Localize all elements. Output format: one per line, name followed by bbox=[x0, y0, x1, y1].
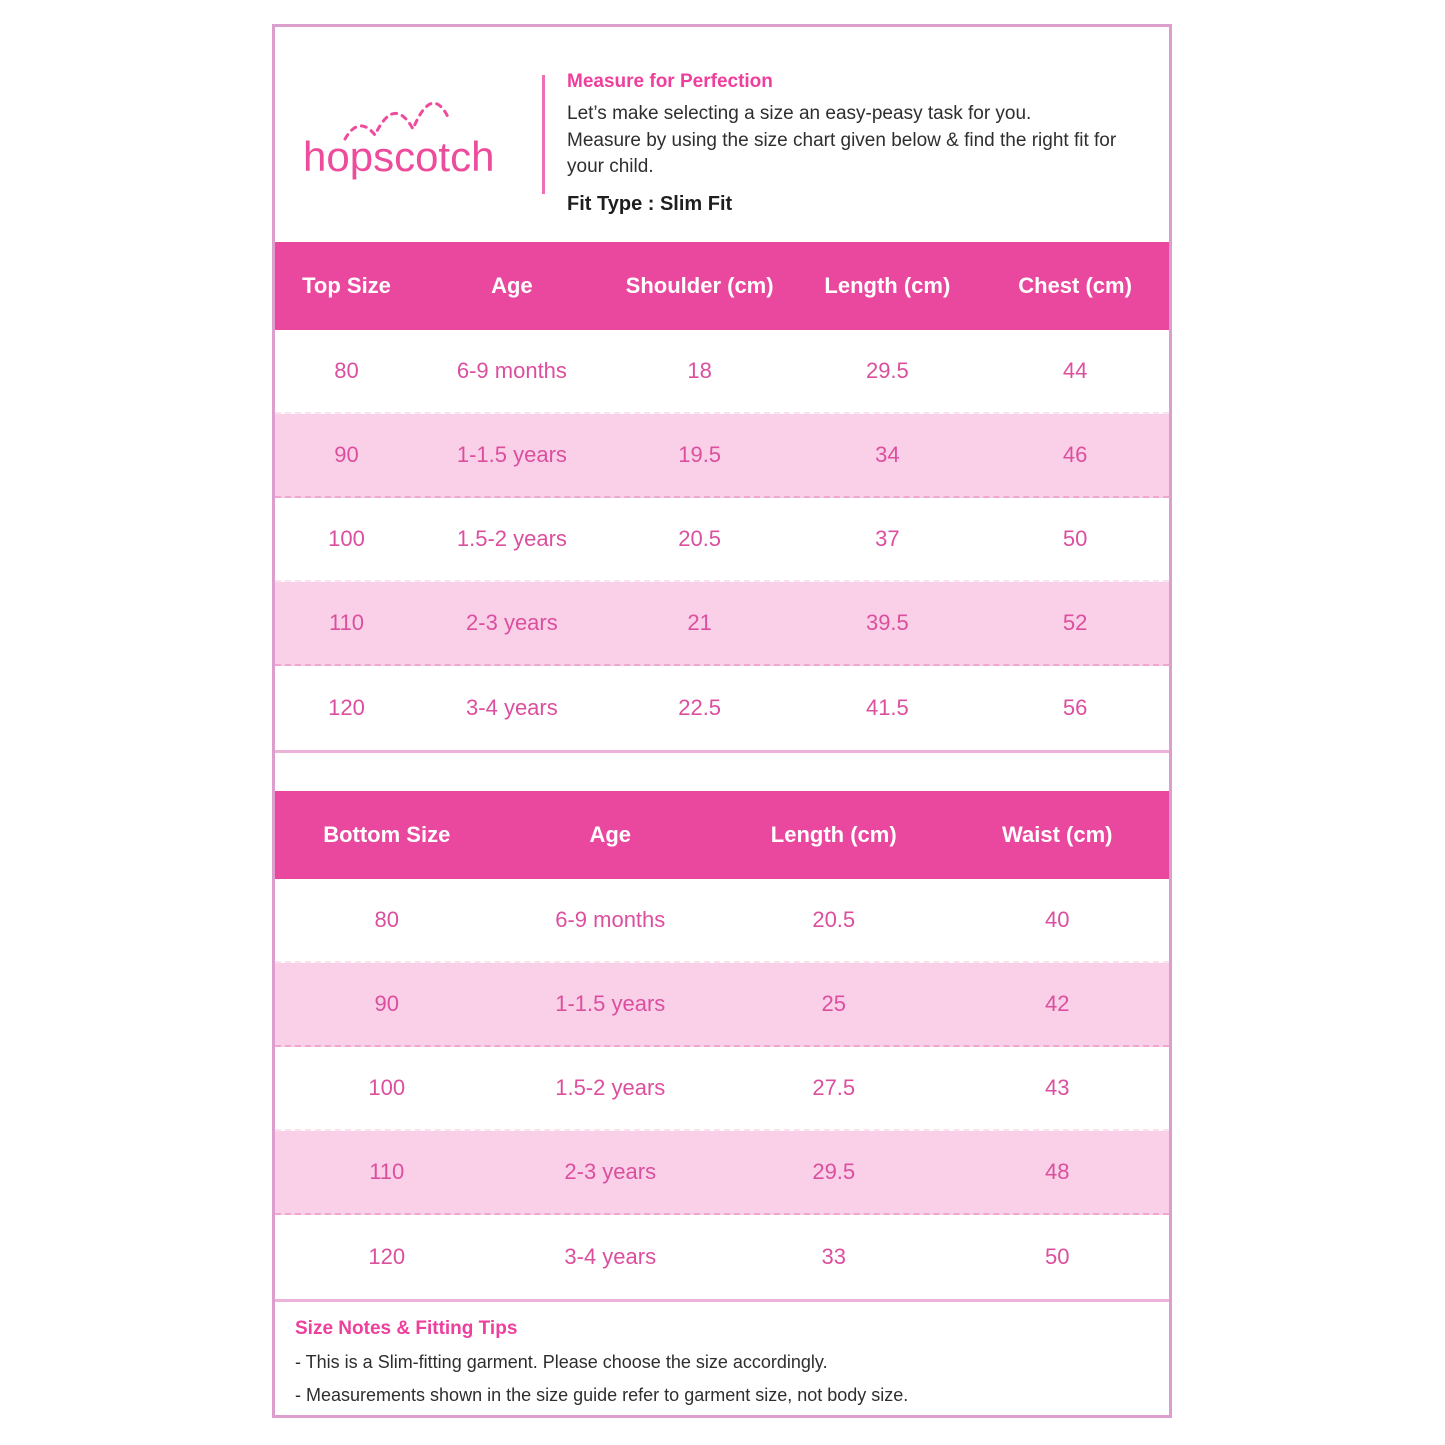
intro-block bbox=[545, 27, 1169, 242]
table-cell: 2-3 years bbox=[564, 1159, 657, 1184]
table-row bbox=[275, 414, 1169, 498]
table-cell: 120 bbox=[328, 695, 365, 720]
table-cell: 20.5 bbox=[678, 526, 722, 551]
table-cell: 41.5 bbox=[865, 695, 909, 720]
intro-line-1: Let’s make selecting a size an easy-peasy task for you. bbox=[567, 103, 1032, 124]
table-cell: 3-4 years bbox=[466, 695, 558, 720]
table-row bbox=[275, 666, 1169, 750]
table-cell: 42 bbox=[1045, 991, 1070, 1016]
table-cell: 6-9 months bbox=[555, 907, 666, 932]
table-cell: 110 bbox=[328, 610, 365, 635]
table-cell: 25 bbox=[821, 991, 846, 1016]
bottom-table-header-row bbox=[275, 791, 1169, 879]
table-cell: 29.5 bbox=[865, 358, 909, 383]
table-cell: 29.5 bbox=[812, 1159, 856, 1184]
table-cell: 80 bbox=[374, 907, 399, 932]
table-cell: 18 bbox=[687, 358, 712, 383]
table-cell: 21 bbox=[687, 610, 712, 635]
table-cell: 46 bbox=[1062, 442, 1088, 467]
table-cell: 50 bbox=[1045, 1244, 1070, 1269]
table-cell: 22.5 bbox=[678, 695, 722, 720]
section-divider bbox=[275, 750, 1169, 753]
table-row bbox=[275, 498, 1169, 582]
column-header: Shoulder (cm) bbox=[625, 273, 774, 298]
top-size-table bbox=[275, 242, 1169, 750]
table-cell: 120 bbox=[368, 1244, 406, 1269]
table-row bbox=[275, 1047, 1169, 1131]
table-cell: 39.5 bbox=[865, 610, 909, 635]
table-row bbox=[275, 879, 1169, 963]
table-cell: 27.5 bbox=[812, 1075, 856, 1100]
table-cell: 1.5-2 years bbox=[456, 526, 567, 551]
notes-title: Size Notes & Fitting Tips bbox=[295, 1318, 518, 1339]
table-cell: 80 bbox=[334, 358, 359, 383]
header-section bbox=[275, 27, 1169, 242]
table-cell: 40 bbox=[1045, 907, 1070, 932]
column-header: Age bbox=[589, 822, 632, 847]
table-cell: 6-9 months bbox=[456, 358, 567, 383]
intro-line-2: Measure by using the size chart given below & find the right fit for your child. bbox=[567, 129, 1117, 178]
note-item: - Measurements shown in the size guide refer to garment size, not body size. bbox=[295, 1385, 909, 1405]
column-header: Bottom Size bbox=[323, 822, 451, 847]
table-row bbox=[275, 1131, 1169, 1215]
table-cell: 48 bbox=[1045, 1159, 1070, 1184]
intro-title: Measure for Perfection bbox=[567, 71, 773, 92]
column-header: Chest (cm) bbox=[1018, 273, 1132, 298]
table-cell: 1-1.5 years bbox=[456, 442, 567, 467]
fit-type-label: Fit Type : Slim Fit bbox=[567, 192, 733, 215]
intro-text bbox=[567, 101, 1141, 181]
bottom-size-table bbox=[275, 791, 1169, 1299]
column-header: Waist (cm) bbox=[1002, 822, 1113, 847]
size-notes-section bbox=[275, 1299, 1169, 1406]
column-header: Length (cm) bbox=[770, 822, 897, 847]
table-cell: 1.5-2 years bbox=[555, 1075, 666, 1100]
table-row bbox=[275, 330, 1169, 414]
table-row bbox=[275, 963, 1169, 1047]
size-chart-card bbox=[272, 24, 1172, 1418]
table-cell: 37 bbox=[875, 526, 900, 551]
table-cell: 19.5 bbox=[678, 442, 722, 467]
table-cell: 20.5 bbox=[812, 907, 856, 932]
hopscotch-logo-icon bbox=[299, 87, 519, 183]
hopscotch-logo-text: hopscotch bbox=[302, 132, 494, 180]
hopscotch-logo bbox=[275, 27, 542, 242]
note-item: - This is a Slim-fitting garment. Please choose the size accordingly. bbox=[295, 1352, 828, 1372]
table-cell: 100 bbox=[368, 1075, 406, 1100]
table-cell: 90 bbox=[374, 991, 399, 1016]
table-cell: 110 bbox=[369, 1159, 405, 1184]
table-row bbox=[275, 582, 1169, 666]
table-cell: 3-4 years bbox=[564, 1244, 657, 1269]
column-header: Top Size bbox=[302, 273, 391, 298]
table-cell: 50 bbox=[1062, 526, 1088, 551]
column-header: Age bbox=[491, 273, 533, 298]
table-row bbox=[275, 1215, 1169, 1299]
table-cell: 100 bbox=[328, 526, 365, 551]
table-cell: 44 bbox=[1062, 358, 1088, 383]
table-cell: 33 bbox=[821, 1244, 846, 1269]
table-cell: 34 bbox=[875, 442, 900, 467]
table-cell: 56 bbox=[1062, 695, 1088, 720]
top-table-header-row bbox=[275, 242, 1169, 330]
table-cell: 2-3 years bbox=[466, 610, 558, 635]
table-cell: 1-1.5 years bbox=[555, 991, 666, 1016]
table-cell: 43 bbox=[1045, 1075, 1070, 1100]
table-cell: 90 bbox=[334, 442, 359, 467]
table-cell: 52 bbox=[1062, 610, 1088, 635]
column-header: Length (cm) bbox=[824, 273, 951, 298]
